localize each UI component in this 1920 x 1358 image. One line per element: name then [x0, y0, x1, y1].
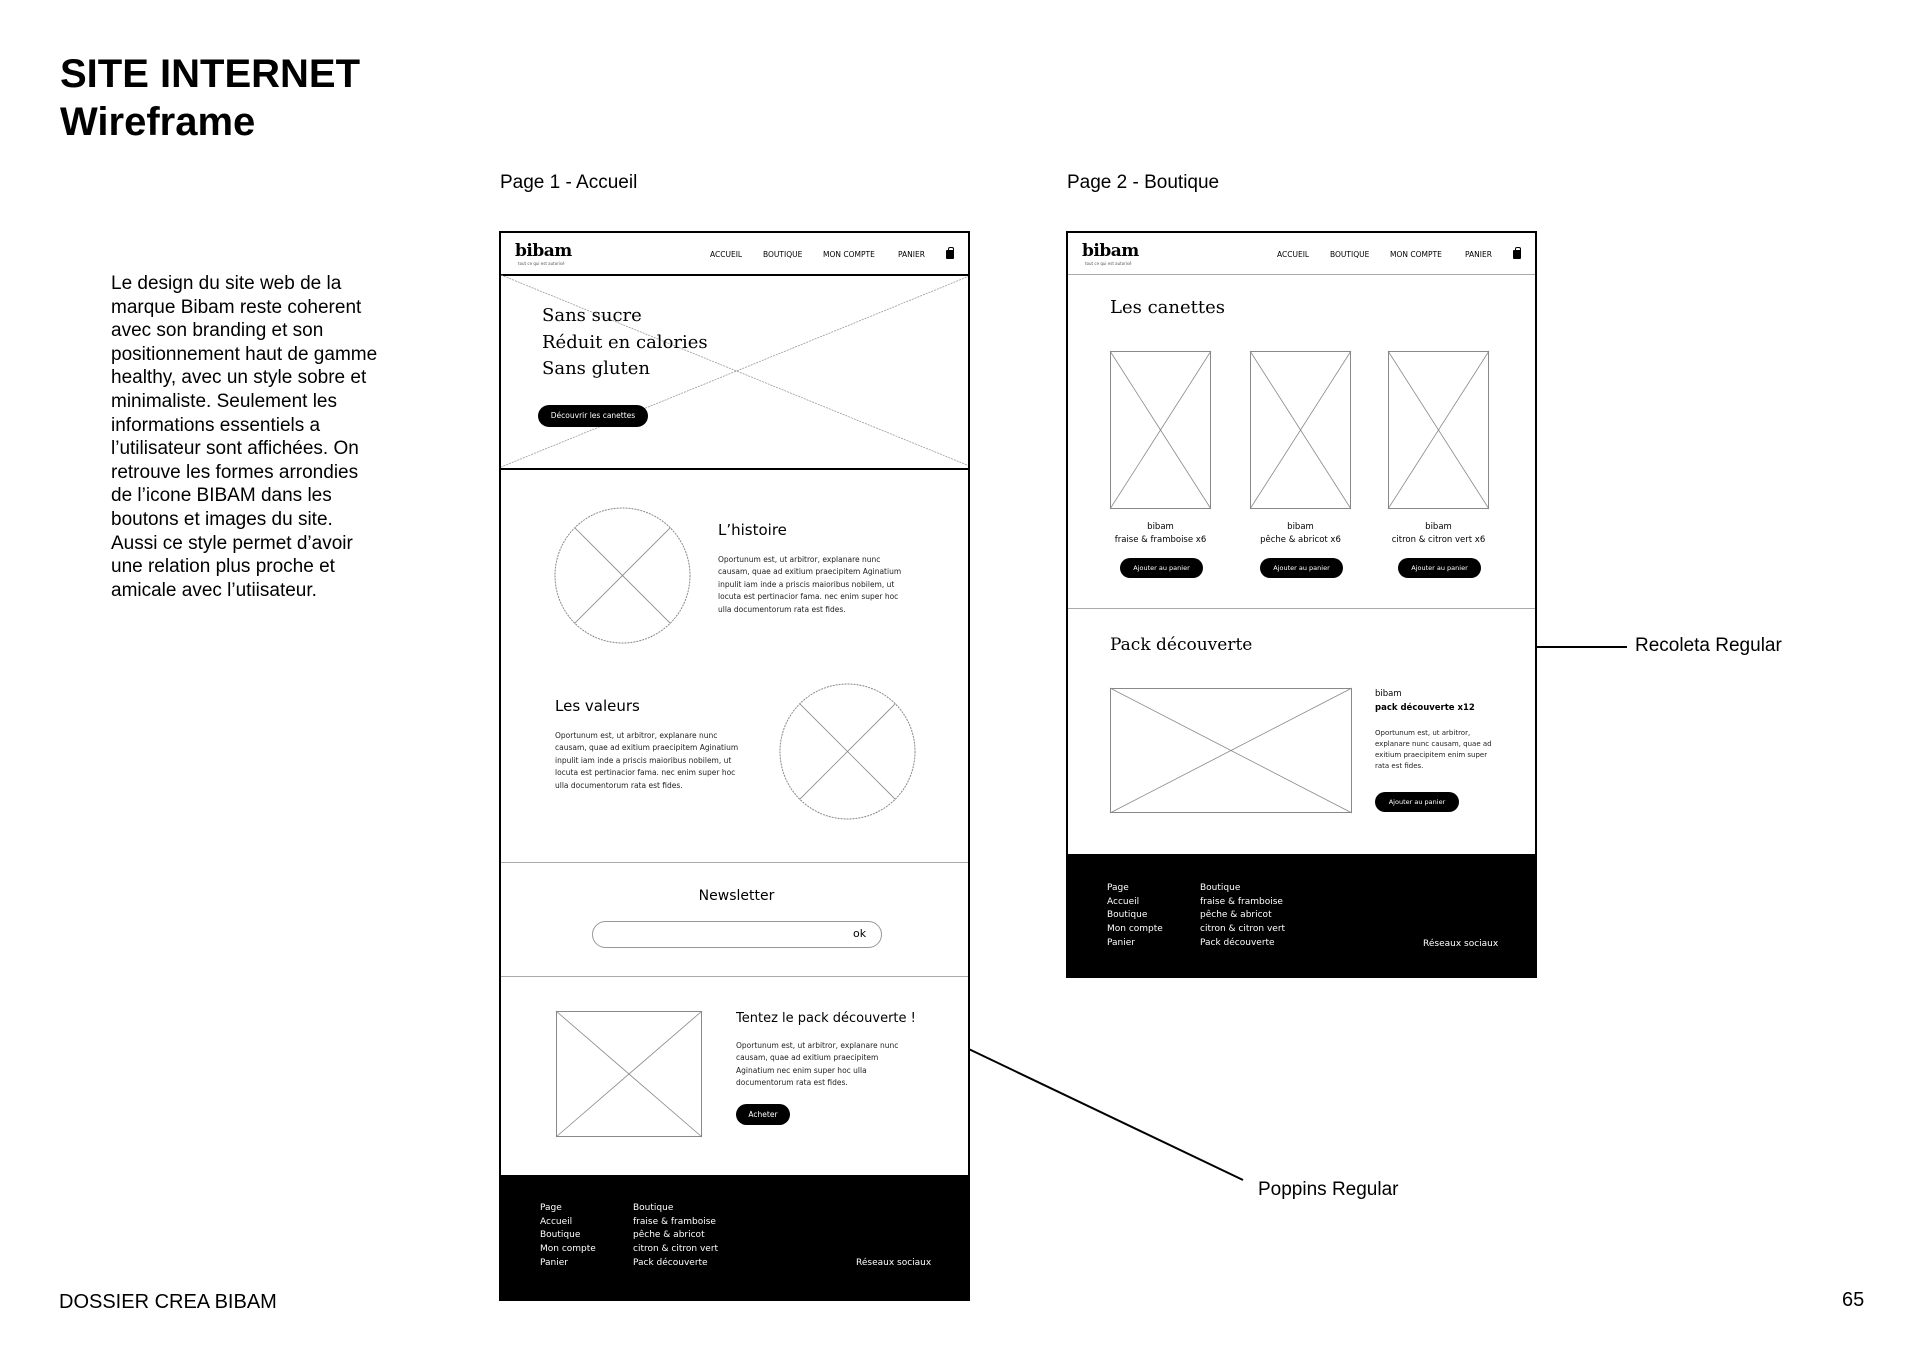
wireframe-page1 [499, 231, 970, 1301]
annotation-recoleta: Recoleta Regular [1635, 635, 1782, 656]
product-image-placeholder-3 [1388, 351, 1489, 509]
buy-button[interactable]: Acheter [736, 1104, 790, 1125]
valeurs-divider [501, 862, 970, 863]
newsletter-divider [501, 976, 970, 977]
footer-social-links[interactable]: Réseaux sociaux [856, 1258, 932, 1268]
wireframe-page2 [1066, 231, 1537, 978]
product-brand-1: bibam [1147, 522, 1174, 532]
pack-add-to-cart-button[interactable]: Ajouter au panier [1375, 792, 1459, 812]
pack-name: pack découverte x12 [1375, 702, 1475, 713]
shopping-bag-icon[interactable] [946, 250, 954, 259]
site-logo[interactable]: bibam [515, 241, 572, 261]
page-number: 65 [1842, 1289, 1865, 1311]
pack-text: Oportunum est, ut arbitror, explanare nunc causam, quae ad exitium praecipitem Aginatium nec enim super hoc ulla documentorum rata est fides. [736, 1041, 899, 1088]
annotation-poppins: Poppins Regular [1258, 1179, 1399, 1200]
footer-social-links[interactable]: Réseaux sociaux [1423, 939, 1499, 949]
product-name-1: fraise & framboise x6 [1114, 535, 1207, 545]
product-image-placeholder-2 [1250, 351, 1351, 509]
product-name-2: pêche & abricot x6 [1260, 535, 1341, 545]
footer-page-links[interactable]: Page Accueil Boutique Mon compte Panier [540, 1203, 596, 1268]
footer-boutique-links[interactable]: Boutique fraise & framboise pêche & abricot citron & citron vert Pack découverte [1200, 883, 1286, 948]
nav-panier[interactable]: PANIER [898, 250, 925, 259]
nav-panier[interactable]: PANIER [1465, 250, 1492, 259]
product-brand-3: bibam [1425, 522, 1452, 532]
pack-image-placeholder [556, 1011, 702, 1137]
product-card-2 [1235, 521, 1366, 547]
product-card-1 [1095, 521, 1226, 547]
footer-page-links[interactable]: Page Accueil Boutique Mon compte Panier [1107, 883, 1163, 948]
site-logo-tagline: tout ce qui est autorisé [1085, 261, 1132, 266]
nav-mon-compte[interactable]: MON COMPTE [1390, 250, 1442, 259]
header-divider [1068, 274, 1537, 275]
valeurs-title: Les valeurs [555, 697, 640, 715]
pack-product-heading [1375, 688, 1475, 715]
nav-mon-compte[interactable]: MON COMPTE [823, 250, 875, 259]
histoire-image-placeholder [554, 507, 691, 644]
product-image-placeholder-1 [1110, 351, 1211, 509]
nav-boutique[interactable]: BOUTIQUE [763, 250, 803, 259]
description-text: Le design du site web de la marque Bibam reste coherent avec son branding et son positionnement haut de gamme healthy, avec un style sobre et minimaliste. Seulement les informations essentiels a l’utilisateur sont affichées. On retrouve les formes arrondies de l’icone BIBAM dans les boutons et images du site. Aussi ce style permet d’avoir une relation plus proche et amicale avec l’utiisateur. [111, 273, 378, 601]
add-to-cart-button-1[interactable]: Ajouter au panier [1120, 558, 1203, 578]
canettes-divider [1068, 608, 1537, 609]
newsletter-title: Newsletter [698, 888, 775, 904]
newsletter-ok-button[interactable]: ok [853, 927, 867, 940]
slide-title-line1: SITE INTERNET [60, 52, 361, 96]
hero-tagline [542, 303, 708, 383]
canettes-title: Les canettes [1110, 297, 1225, 318]
newsletter-email-input[interactable] [592, 921, 882, 948]
product-brand-2: bibam [1287, 522, 1314, 532]
site-logo-tagline: tout ce qui est autorisé [518, 261, 565, 266]
valeurs-image-placeholder [779, 683, 916, 820]
pack-image-placeholder [1110, 688, 1352, 813]
histoire-title: L’histoire [718, 521, 787, 539]
document-footer: DOSSIER CREA BIBAM [59, 1291, 277, 1313]
hero-line-1: Sans sucre [542, 305, 642, 326]
product-card-3 [1371, 521, 1506, 547]
hero-line-2: Réduit en calories [542, 331, 708, 353]
pack-decouverte-title: Pack découverte [1110, 635, 1253, 655]
page2-label: Page 2 - Boutique [1067, 172, 1220, 193]
slide-title-line2: Wireframe [60, 100, 256, 144]
valeurs-text: Oportunum est, ut arbitror, explanare nunc causam, quae ad exitium praecipitem Aginatium inpulit iam inde a priscis maioribus nobilem, ut locuta est pertinacior fama. nec enim super hoc ulla documentorum rata est fides. [555, 731, 739, 790]
nav-boutique[interactable]: BOUTIQUE [1330, 250, 1370, 259]
histoire-text: Oportunum est, ut arbitror, explanare nunc causam, quae ad exitium praecipitem Aginatium inpulit iam inde a priscis maioribus nobilem, ut locuta est pertinacior fama. nec enim super hoc ulla documentorum rata est fides. [718, 555, 902, 614]
shopping-bag-icon[interactable] [1513, 250, 1521, 259]
page1-label: Page 1 - Accueil [500, 172, 638, 193]
product-name-3: citron & citron vert x6 [1391, 535, 1486, 545]
discover-cans-button[interactable]: Découvrir les canettes [538, 405, 648, 427]
pack-brand: bibam [1375, 689, 1402, 699]
nav-accueil[interactable]: ACCUEIL [710, 250, 743, 259]
site-footer [501, 1175, 970, 1301]
hero-divider [501, 468, 970, 470]
site-logo[interactable]: bibam [1082, 241, 1139, 261]
add-to-cart-button-2[interactable]: Ajouter au panier [1260, 558, 1343, 578]
pack-description: Oportunum est, ut arbitror, explanare nunc causam, quae ad exitium praecipitem enim super rata est fides. [1375, 729, 1492, 770]
footer-boutique-links[interactable]: Boutique fraise & framboise pêche & abricot citron & citron vert Pack découverte [633, 1203, 719, 1268]
site-footer [1068, 854, 1537, 978]
nav-accueil[interactable]: ACCUEIL [1277, 250, 1310, 259]
add-to-cart-button-3[interactable]: Ajouter au panier [1398, 558, 1481, 578]
hero-line-3: Sans gluten [542, 358, 650, 379]
pack-title: Tentez le pack découverte ! [736, 1011, 916, 1026]
